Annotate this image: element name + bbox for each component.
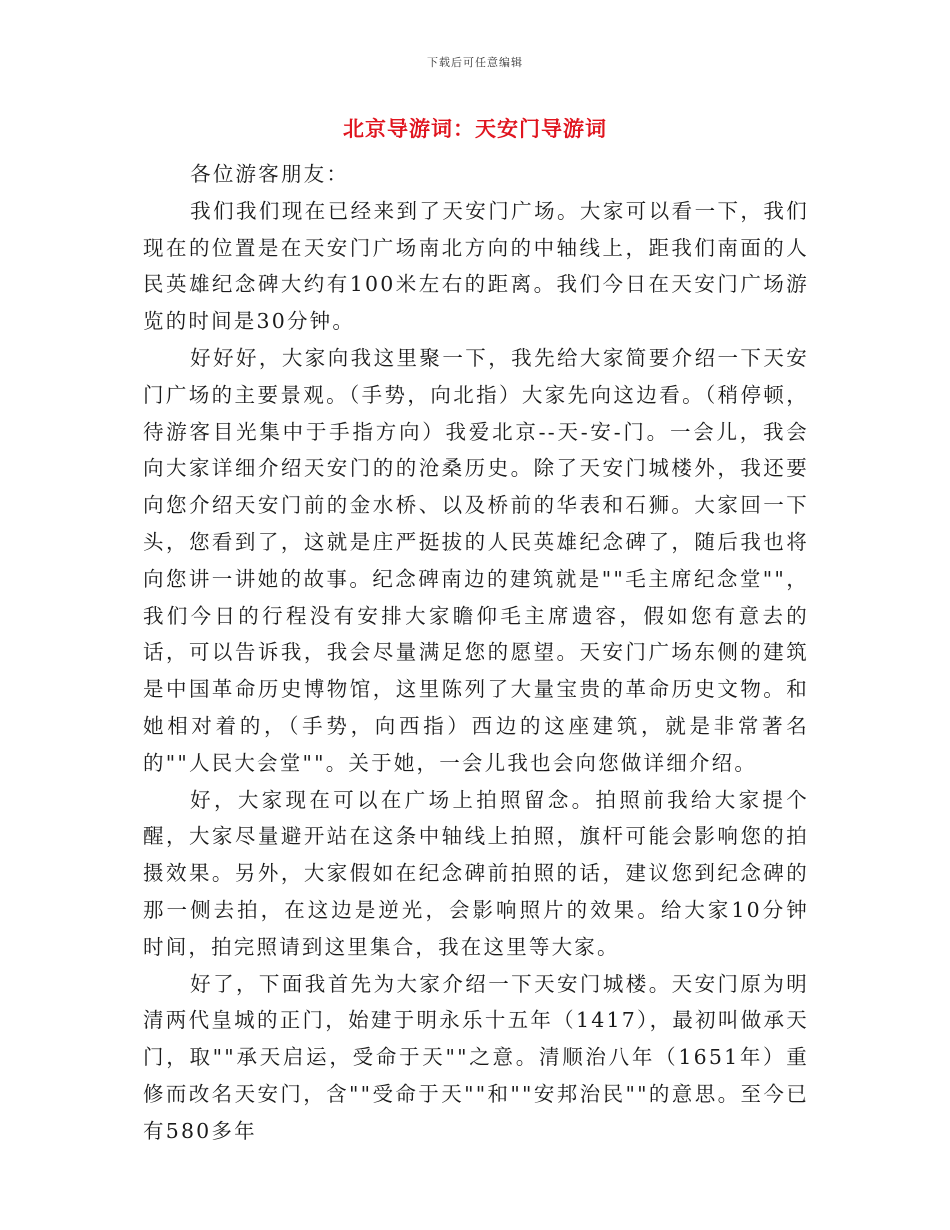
paragraph-gate-history: 好了，下面我首先为大家介绍一下天安门城楼。天安门原为明清两代皇城的正门，始建于明永乐十五年（1417），最初叫做承天门，取""承天启运，受命于天""之意。清顺治八年（1651年）重修而改名天安门，含""受命于天""和""安邦治民""的意思。至今已有580多年: [143, 971, 809, 1143]
document-title: 北京导游词：天安门导游词: [343, 117, 607, 141]
document-body: [143, 156, 809, 1150]
paragraph-overview: 好好好，大家向我这里聚一下，我先给大家简要介绍一下天安门广场的主要景观。（手势，向北指）大家先向这边看。（稍停顿，待游客目光集中于手指方向）我爱北京--天-安-门。一会儿，我会向大家详细介绍天安门的的沧桑历史。除了天安门城楼外，我还要向您介绍天安门前的金水桥、以及桥前的华表和石狮。大家回一下头，您看到了，这就是庄严挺拔的人民英雄纪念碑了，随后我也将向您讲一讲她的故事。纪念碑南边的建筑就是""毛主席纪念堂""，我们今日的行程没有安排大家瞻仰毛主席遗容，假如您有意去的话，可以告诉我，我会尽量满足您的愿望。天安门广场东侧的建筑是中国革命历史博物馆，这里陈列了大量宝贵的革命历史文物。和她相对着的，（手势，向西指）西边的这座建筑，就是非常著名的""人民大会堂""。关于她，一会儿我也会向您做详细介绍。: [143, 345, 809, 775]
paragraph-photo: 好，大家现在可以在广场上拍照留念。拍照前我给大家提个醒，大家尽量避开站在这条中轴线上拍照，旗杆可能会影响您的拍摄效果。另外，大家假如在纪念碑前拍照的话，建议您到纪念碑的那一侧去拍，在这边是逆光，会影响照片的效果。给大家10分钟时间，拍完照请到这里集合，我在这里等大家。: [143, 787, 809, 959]
header-note: 下载后可任意编辑: [427, 56, 523, 69]
paragraph-location: 我们我们现在已经来到了天安门广场。大家可以看一下，我们现在的位置是在天安门广场南北方向的中轴线上，距我们南面的人民英雄纪念碑大约有100米左右的距离。我们今日在天安门广场游览的时间是30分钟。: [143, 198, 809, 334]
paragraph-greeting: 各位游客朋友：: [190, 162, 350, 186]
